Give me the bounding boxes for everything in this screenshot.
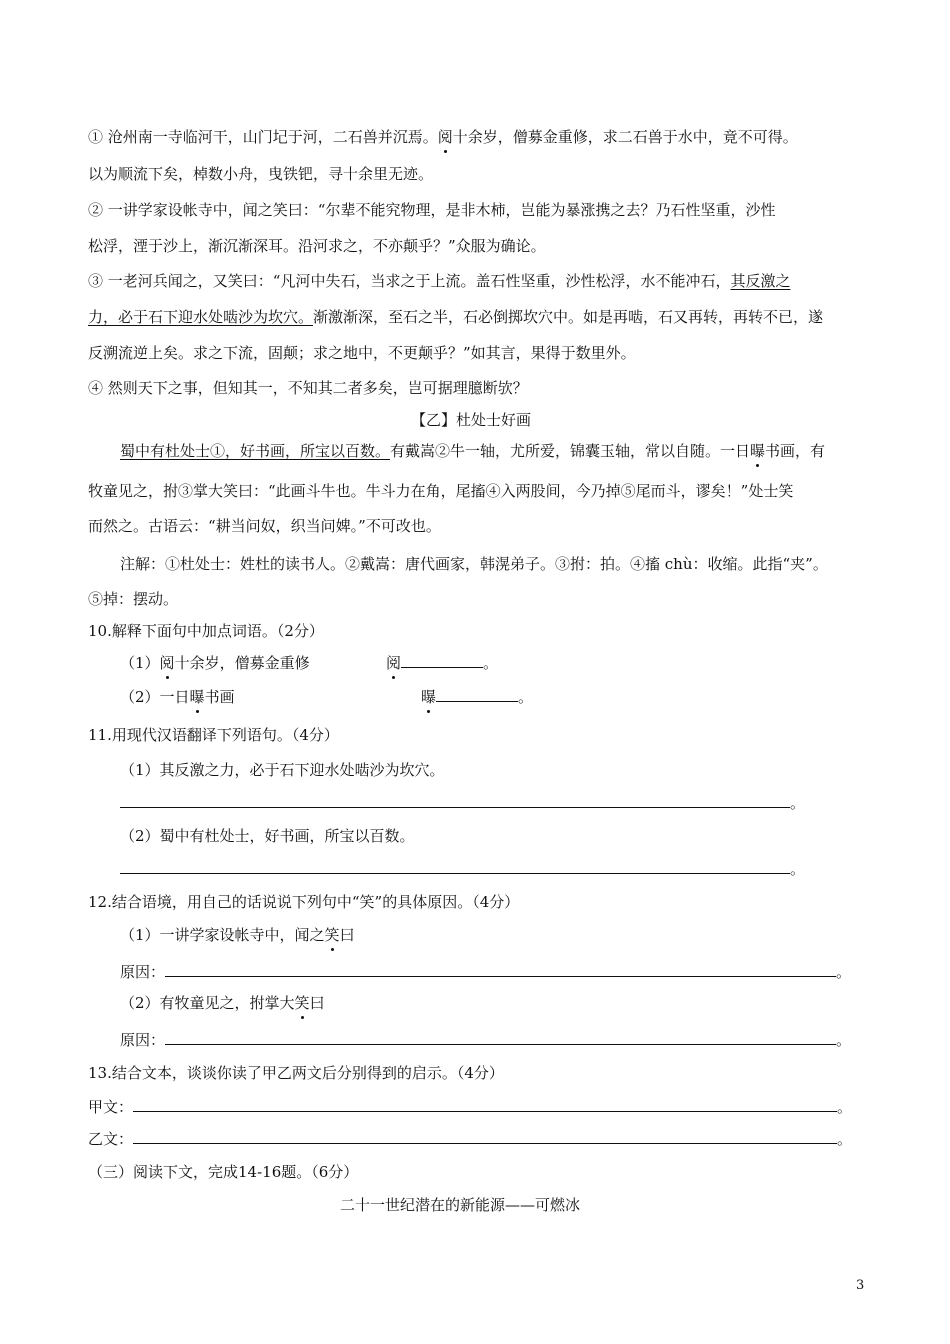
yi-note-line2: ⑤掉：摆动。 — [88, 590, 179, 608]
jia-p3-line2: 力，必于石下迎水处啮沙为坎穴。渐激渐深，至石之半，石必倒掷坎穴中。如是再啮，石又再转，再转不已，遂 — [88, 308, 824, 326]
yi-line1: 蜀中有杜处士①，好书画，所宝以百数。有戴嵩②牛一轴，尤所爱，锦囊玉轴，常以自随。一日曝书画，有 — [120, 442, 826, 460]
dotted-char: 曝 — [189, 688, 205, 706]
q11-item1: （1）其反激之力，必于石下迎水处啮沙为坎穴。 — [120, 761, 445, 779]
dotted-char: 曝 — [750, 442, 766, 460]
q13-yi-answer: 乙文： 。 — [88, 1130, 853, 1148]
q12-reason1: 原因： 。 — [120, 963, 852, 981]
yi-title: 【乙】杜处士好画 — [411, 411, 532, 429]
q12-item2: （2）有牧童见之，拊掌大笑曰 — [120, 994, 325, 1012]
answer-line[interactable] — [165, 1030, 836, 1045]
jia-p2-line2: 松浮，湮于沙上，渐沉渐深耳。沿河求之，不亦颠乎？”众服为确论。 — [88, 237, 546, 255]
q10-item1: （1）阅十余岁，僧募金重修 — [120, 654, 310, 672]
yi-note-line1: 注解：①杜处士：姓杜的读书人。②戴嵩：唐代画家，韩滉弟子。③拊：拍。④搐 chù：收缩。此指“夹”。 — [120, 555, 828, 573]
underlined-sentence: 其反激之 — [730, 272, 791, 290]
q11-answer2: 。 — [120, 859, 805, 879]
q11-answer1: 。 — [120, 793, 805, 813]
answer-line[interactable] — [120, 793, 790, 808]
yi-line2: 牧童见之，拊③掌大笑曰：“此画斗牛也。牛斗力在角，尾搐④入两股间，今乃掉⑤尾而斗，谬矣！”处士笑 — [88, 482, 794, 500]
page-number: 3 — [856, 1278, 865, 1293]
q10-item1-answer: 阅 。 — [386, 654, 499, 672]
dotted-char: 笑 — [324, 926, 340, 944]
yi-line3: 而然之。古语云：“耕当问奴，织当问婢。”不可改也。 — [88, 517, 441, 535]
dotted-char: 阅 — [386, 654, 402, 672]
q12-reason2: 原因： 。 — [120, 1031, 852, 1049]
q12-stem: 12.结合语境，用自己的话说说下列句中“笑”的具体原因。（4分） — [88, 893, 520, 911]
jia-p3-line1: ③ 一老河兵闻之，又笑曰：“凡河中失石，当求之于上流。盖石性坚重，沙性松浮，水不能冲石，其反激之 — [88, 272, 791, 290]
answer-line[interactable] — [165, 962, 836, 977]
jia-p4: ④ 然则天下之事，但知其一，不知其二者多矣，岂可据理臆断欤？ — [88, 379, 528, 397]
answer-line[interactable] — [133, 1129, 837, 1144]
answer-blank[interactable] — [401, 653, 483, 668]
jia-p1-line2: 以为顺流下矣，棹数小舟，曳铁钯，寻十余里无迹。 — [88, 165, 434, 183]
q10-item2: （2）一日曝书画 — [120, 688, 235, 706]
q11-item2: （2）蜀中有杜处士，好书画，所宝以百数。 — [120, 827, 415, 845]
section3-heading: （三）阅读下文，完成14-16题。（6分） — [88, 1163, 359, 1181]
q10-stem: 10.解释下面句中加点词语。（2分） — [88, 622, 324, 640]
section3-title: 二十一世纪潜在的新能源——可燃冰 — [340, 1196, 581, 1214]
answer-line[interactable] — [133, 1097, 837, 1112]
answer-line[interactable] — [120, 859, 790, 874]
answer-blank[interactable] — [436, 687, 518, 702]
jia-p3-line3: 反溯流逆上矣。求之下流，固颠；求之地中，不更颠乎？”如其言，果得于数里外。 — [88, 344, 636, 362]
q11-stem: 11.用现代汉语翻译下列语句。（4分） — [88, 726, 339, 744]
dotted-char: 笑 — [294, 994, 310, 1012]
dotted-char: 阅 — [159, 654, 175, 672]
q13-stem: 13.结合文本，谈谈你读了甲乙两文后分别得到的启示。（4分） — [88, 1064, 504, 1082]
q13-jia-answer: 甲文： 。 — [88, 1098, 853, 1116]
q12-item1: （1）一讲学家设帐寺中，闻之笑曰 — [120, 926, 355, 944]
q10-item2-answer: 曝 。 — [421, 688, 534, 706]
underlined-sentence: 力，必于石下迎水处啮沙为坎穴。 — [88, 308, 314, 326]
dotted-char: 阅 — [437, 128, 453, 146]
dotted-char: 曝 — [421, 688, 437, 706]
underlined-sentence: 蜀中有杜处士①，好书画，所宝以百数。 — [120, 442, 391, 460]
jia-p2-line1: ② 一讲学家设帐寺中，闻之笑曰：“尔辈不能究物理，是非木柿，岂能为暴涨携之去？乃石性坚重，沙性 — [88, 201, 776, 219]
jia-p1-line1: ① 沧州南一寺临河干，山门圮于河，二石兽并沉焉。阅十余岁，僧募金重修，求二石兽于水中，竟不可得。 — [88, 128, 798, 146]
